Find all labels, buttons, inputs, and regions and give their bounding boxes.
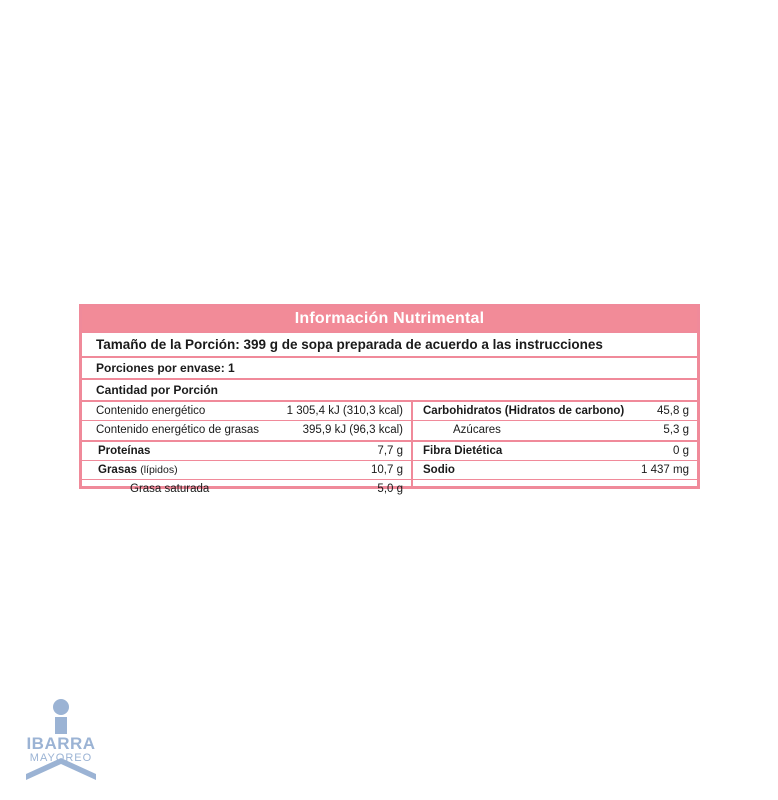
nutrient-row-fat-energy <box>82 421 411 442</box>
ibarra-logo <box>22 698 100 780</box>
amount-per-serving: Cantidad por Porción <box>82 378 697 400</box>
nutrient-label: Sodio <box>423 464 455 476</box>
nutrient-label: Proteínas <box>98 445 151 457</box>
logo-name: IBARRA <box>26 734 96 753</box>
nutrient-label: Azúcares <box>453 424 501 436</box>
nutrient-row-sugars <box>413 421 697 442</box>
nutrient-value: 7,7 g <box>377 445 403 457</box>
nutrient-value: 395,9 kJ (96,3 kcal) <box>302 424 403 436</box>
nutrient-row-protein <box>82 442 411 461</box>
nutrient-label: Grasas <box>98 464 138 476</box>
nutrient-column-right <box>413 402 697 486</box>
nutrient-label: Grasa saturada <box>130 483 210 495</box>
nutrient-value: 1 305,4 kJ (310,3 kcal) <box>286 405 403 417</box>
nutrient-row-energy <box>82 402 411 421</box>
nutrition-title: Información Nutrimental <box>82 307 697 331</box>
nutrient-label: Contenido energético <box>96 405 206 417</box>
nutrient-label: Fibra Dietética <box>423 445 503 457</box>
nutrient-grid <box>82 400 697 495</box>
nutrient-row-saturated-fat <box>82 480 411 499</box>
nutrient-value: 5,0 g <box>377 483 403 495</box>
servings-per-container: Porciones por envase: 1 <box>82 356 697 378</box>
nutrient-row-fiber <box>413 442 697 461</box>
nutrient-value: 5,3 g <box>663 424 689 436</box>
nutrient-row-sodium <box>413 461 697 480</box>
serving-size: Tamaño de la Porción: 399 g de sopa preparada de acuerdo a las instrucciones <box>82 331 697 356</box>
nutrient-value: 0 g <box>673 445 689 457</box>
nutrient-row-fat <box>82 461 411 480</box>
nutrient-value: 10,7 g <box>371 464 403 476</box>
nutrient-sublabel: (lípidos) <box>140 464 178 476</box>
logo-tagline: MAYOREO <box>29 752 93 764</box>
nutrient-row-carbohydrates <box>413 402 697 421</box>
nutrient-value: 45,8 g <box>657 405 689 417</box>
nutrient-label: Carbohidratos (Hidratos de carbono) <box>423 405 625 417</box>
nutrient-column-left <box>82 402 413 495</box>
nutrient-value: 1 437 mg <box>641 464 689 476</box>
nutrition-facts-panel <box>79 304 700 495</box>
nutrient-label: Contenido energético de grasas <box>96 424 260 436</box>
